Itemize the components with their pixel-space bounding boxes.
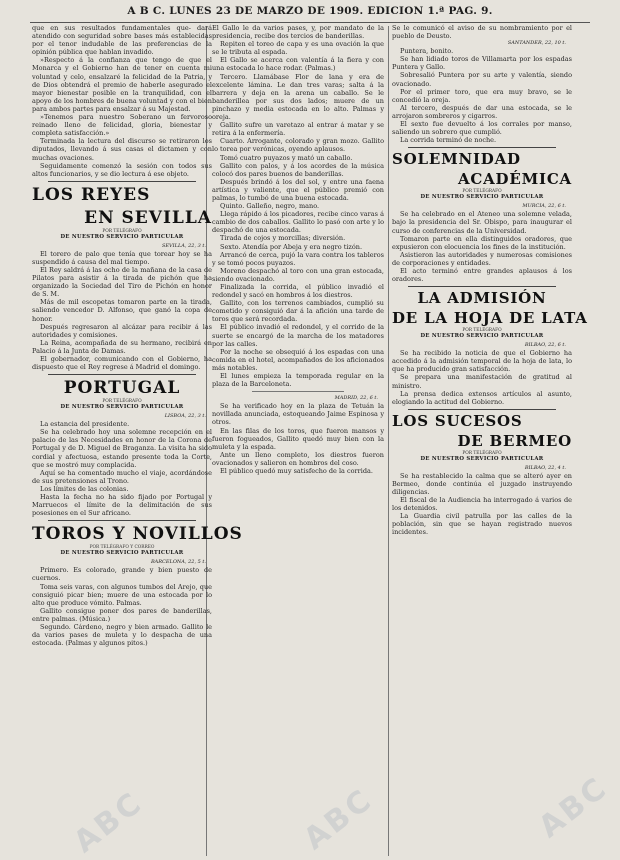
article-sucesos: [392, 413, 572, 537]
headline: LA ADMISIÓN: [417, 289, 547, 308]
paragraph: Gallito con palos, y á los acordes de la música colocó dos pares buenos de banderillas.: [212, 161, 384, 178]
paragraph: Tomó cuatro puyazos y mató un caballo.: [220, 153, 353, 162]
paragraph: La prensa dedica extensos artículos al asunto, elogiando la actitud del Gobierno.: [392, 389, 572, 406]
abc-watermark: ABC: [297, 781, 380, 858]
paragraph: Gallito sufre un varetazo al entrar á matar y se retira á la enfermería.: [212, 121, 384, 138]
paragraph: Terminada la lectura del discurso se retiraron los diputados, llevando á sus casas el dictamen y con muchas ovaciones.: [32, 137, 212, 162]
wire-label: POR TELÉGRAFO: [102, 399, 142, 405]
paragraph: Se ha celebrado hoy una solemne recepción en el palacio de las Necesidades en honor de la Corona de Portugal y de D. Miguel de Braganza. La visita ha sido cordial y afectuosa, estando presente toda la Corte, que se mostró muy complacida.: [32, 428, 212, 469]
wire-label: POR TELÉGRAFO: [462, 328, 502, 334]
article-madrid: [212, 395, 384, 475]
paragraph: »Tenemos para nuestro Soberano un fervoroso reinado lleno de felicidad, gloria, bienestar y completa satisfacción.»: [32, 113, 212, 138]
paragraph: El Gallo le da varios pases, y, por mandato de la presidencia, recibe dos tercios de banderillas.: [212, 24, 384, 41]
column-divider: [388, 26, 389, 856]
dateline: MURCIA, 22, 6 t.: [522, 203, 566, 210]
paragraph: La corrida terminó de noche.: [400, 136, 497, 145]
masthead-rule: [30, 22, 590, 23]
masthead: A B C. LUNES 23 DE MARZO DE 1909. EDICION 1.ª PAG. 9.: [127, 5, 493, 17]
paragraph: Se prepara una manifestación de gratitud al ministro.: [392, 373, 572, 390]
paragraph: Se ha celebrado en el Ateneo una solemne velada, bajo la presidencia del Sr. Obispo, para inaugurar el curso de conferencias de la Universidad.: [392, 210, 572, 235]
section-divider: [48, 374, 196, 375]
paragraph: Tirada de cojos y morcillas; diversión.: [220, 234, 346, 243]
paragraph: Se ha recibido la noticia de que el Gobierno ha accedido á la admisión temporal de la hoja de lata, lo que ha producido gran satisfacción.: [392, 349, 572, 374]
section-divider: [408, 147, 556, 148]
paragraph: El gobernador, comunicando con el Gobierno, ha dispuesto que el Rey regrese á Madrid el domingo.: [32, 355, 212, 372]
section-divider: [48, 520, 196, 521]
paragraph: Se ha restablecido la calma que se alteró ayer en Bermeo, donde continúa el juzgado instruyendo diligencias.: [392, 471, 572, 496]
dateline: BILBAO, 22, 6 t.: [524, 342, 566, 349]
paragraph: Arrancó de cerca, pujó la vara contra los tableros y se tomó pocos puyazos.: [212, 250, 384, 267]
paragraph: Finalizada la corrida, el público invadió el redondel y sacó en hombros á los diestros.: [212, 283, 384, 300]
paragraph: Tercero. Llamábase Flor de lana y era de excelente lámina. Le dan tres varas; salta á la barrera y deja en la arena un caballo. Se le banderillea por sus dos lados; muere de un pinchazo y media estocada en lo alto. Palmas y oreja.: [212, 72, 384, 122]
paragraph: El público invadió el redondel, y el corrido de la suerte se encargó de la marcha de los matadores por las calles.: [212, 323, 384, 348]
wire-label: POR TELÉGRAFO: [462, 450, 502, 456]
paragraph: El acto terminó entre grandes aplausos á los oradores.: [392, 266, 572, 284]
paragraph: Toma seis varas, con algunos tumbos del Arejo, que consiguió picar bien; muere de una estocada por lo alto que produce vómito. Palmas.: [32, 582, 212, 607]
paragraph: El fiscal de la Audiencia ha interrogado á varios de los detenidos.: [392, 496, 572, 513]
column-1: [32, 24, 243, 858]
paragraph: Se han lidiado toros de Villamarta por los espadas Puntera y Gallo.: [392, 55, 572, 72]
headline: SOLEMNIDAD: [392, 150, 521, 169]
article-portugal: [32, 379, 212, 517]
paragraph: El sexto fue devuelto á los corrales por manso, saliendo un sobrero que cumplió.: [392, 120, 572, 137]
headline: PORTUGAL: [63, 378, 181, 399]
article-solemnidad: [392, 151, 572, 283]
paragraph: El Rey saldrá á las ocho de la mañana de la casa de Pilatos para asistir á la tirada de pichón que ha organizado la Sociedad del Tiro de Pichón en honor de S. M.: [32, 265, 212, 299]
service-label: DE NUESTRO SERVICIO PARTICULAR: [60, 404, 184, 411]
wire-label: POR TELÉGRAFO Y CORREO: [89, 545, 155, 551]
headline: LOS REYES: [32, 184, 151, 205]
article-reyes: [32, 186, 212, 371]
paragraph: Sobresalió Puntera por su arte y valentía, siendo ovacionado.: [392, 71, 572, 88]
paragraph: Por la noche se obsequió á los espadas con una comida en el hotel, acompañados de los aficionados más notables.: [212, 347, 384, 372]
dateline: BILBAO, 22, 4 t.: [524, 464, 566, 471]
section-divider: [252, 391, 344, 392]
service-label: DE NUESTRO SERVICIO PARTICULAR: [420, 333, 544, 340]
paragraph: »Respecto á la confianza que tengo de que el Monarca y el Gobierno han de tener en cuenta mi voluntad y celo, ensalzaré la felicidad de la Patria, y de Dios obtendrá el premio de haberle asegurado el mayor bienestar posible en la tranquilidad, con el apoyo de los hombres de buena voluntad y con el bien para ambos partes para ensalzar á su Majestad.: [32, 56, 212, 113]
service-label: DE NUESTRO SERVICIO PARTICULAR: [60, 233, 184, 240]
paragraph: Gallito consigue poner dos pares de banderillas, entre palmas. (Música.): [32, 606, 212, 623]
headline-line-2: EN SEVILLA: [84, 207, 212, 228]
paragraph: Al tercero, después de dar una estocada, se le arrojaron sombreros y cigarros.: [392, 103, 572, 120]
dateline: LISBOA, 22, 3 t.: [164, 413, 206, 420]
paragraph: Segundo. Cárdeno, negro y bien armado. Gallito le da varios pases de muleta y lo despacha de una estocada. (Palmas y algunos pitos.): [32, 622, 212, 648]
service-label: DE NUESTRO SERVICIO PARTICULAR: [420, 455, 544, 462]
paragraph: Aquí se ha comentado mucho el viaje, acordándose de sus pretensiones al Trono.: [32, 468, 212, 485]
paragraph: Después brindó á los del sol, y entre una faena artística y valiente, que el público premió con palmas, lo tumbó de una buena estocada.: [212, 177, 384, 202]
paragraph: En las filas de los toros, que fueron mansos y fueron fogueados, Gallito quedó muy bien con la muleta y la espada.: [212, 426, 384, 451]
headline: LOS SUCESOS: [392, 411, 523, 430]
headline-line-2: DE LA HOJA DE LATA: [392, 309, 588, 328]
paragraph: El Gallo se acerca con valentía á la fiera y con una estocada lo hace rodar. (Palmas.): [212, 56, 384, 73]
paragraph: Seguidamente comenzó la sesión con todos sus altos funcionarios, y se dio lectura á ese objeto.: [32, 161, 212, 178]
section-divider: [48, 181, 196, 182]
paragraph: El torero de palo que tenía que torear hoy se ha suspendido á causa del mal tiempo.: [32, 249, 212, 266]
paragraph: Los límites de las colonias.: [40, 484, 129, 493]
paragraph: Se le comunicó el aviso de su nombramiento por el pueblo de Deusto.: [392, 24, 572, 41]
abc-watermark: ABC: [532, 769, 615, 846]
dateline: SANTANDER, 22, 10 t.: [507, 40, 566, 47]
dateline: SEVILLA, 22, 3 t.: [161, 242, 206, 249]
paragraph: Moreno despachó al toro con una gran estocada, siendo ovacionado.: [212, 266, 384, 283]
paragraph: Por el primer toro, que era muy bravo, se le concedió la oreja.: [392, 87, 572, 104]
dateline: MADRID, 22, 6 t.: [334, 395, 378, 402]
article-toros-continued: [212, 24, 384, 388]
article-admision: [392, 289, 588, 406]
paragraph: El lunes empieza la temporada regular en la plaza de la Barceloneta.: [212, 372, 384, 389]
paragraph: Después regresaron al alcázar para recibir á las autoridades y comisiones.: [32, 322, 212, 339]
paragraph: Repiten el toreo de capa y es una ovación la que se le tributa al espada.: [212, 40, 384, 57]
paragraph: Puntera, bonito.: [400, 47, 454, 56]
section-divider: [408, 409, 556, 410]
paragraph: Sexto. Atendía por Abeja y era negro tizón.: [220, 242, 363, 251]
paragraph: Primero. Es colorado, grande y bien puesto de cuernos.: [32, 566, 212, 583]
service-label: DE NUESTRO SERVICIO PARTICULAR: [420, 194, 544, 201]
headline-line-2: DE BERMEO: [457, 431, 572, 450]
headline: TOROS Y NOVILLOS: [32, 524, 243, 545]
wire-label: POR TELÉGRAFO: [102, 228, 142, 234]
paragraph: Quinto. Galleño, negro, mano.: [220, 202, 320, 211]
paragraph: que en sus resultados fundamentales que- dará atendido con seguridad sobre bases más establecidas por el tenor indudable de las preferencias de la opinión pública que hablan invadido.: [32, 24, 212, 57]
headline-line-2: ACADÉMICA: [457, 170, 572, 189]
paragraph: La estancia del presidente.: [40, 420, 130, 429]
paragraph: Tomaron parte en ella distinguidos oradores, que expusieron con elocuencia los fines de la institución.: [392, 234, 572, 251]
service-label: DE NUESTRO SERVICIO PARTICULAR: [60, 550, 184, 557]
section-divider: [408, 286, 556, 287]
paragraph: Gallito, con los terrenos cambiados, cumplió su cometido y consiguió dar á la afición una tarde de toros que será recordada.: [212, 299, 384, 324]
column-2: [212, 24, 384, 858]
paragraph: Hasta la fecha no ha sido fijado por Portugal y Marruecos el límite de la delimitación de sus posesiones en el Sur africano.: [32, 493, 212, 518]
article-toros: [32, 524, 243, 648]
paragraph: La Reina, acompañada de su hermano, recibirá en Palacio á la Junta de Damas.: [32, 338, 212, 355]
paragraph: Asistieron las autoridades y numerosas comisiones de corporaciones y entidades.: [392, 250, 572, 267]
wire-label: POR TELÉGRAFO: [462, 189, 502, 195]
paragraph: Más de mil escopetas tomaron parte en la tirada, saliendo vencedor D. Alfonso, que ganó la copa de honor.: [32, 298, 212, 323]
paragraph: La Guardia civil patrulla por las calles de la población, sin que se hayan registrado nuevos incidentes.: [392, 512, 572, 537]
paragraph: Se ha verificado hoy en la plaza de Tetuán la novillada anunciada, estoqueando Jaime Espinosa y otros.: [212, 402, 384, 427]
intro-text: [32, 24, 212, 178]
paragraph: Ante un lleno completo, los diestros fueron ovacionados y salieron en hombros del coso.: [212, 450, 384, 467]
paragraph: Cuarto. Arrogante, colorado y gran mozo. Gallito lo torea por verónicas, oyendo aplausos.: [212, 137, 384, 154]
paragraph: Llega rápido á los picadores, recibe cinco varas á cambio de dos caballos. Gallito lo pasó con arte y lo despachó de una estocada.: [212, 210, 384, 235]
paragraph: El público quedó muy satisfecho de la corrida.: [220, 466, 373, 475]
abc-watermark: ABC: [67, 784, 150, 860]
dateline: BARCELONA, 22, 5 t.: [150, 559, 206, 566]
